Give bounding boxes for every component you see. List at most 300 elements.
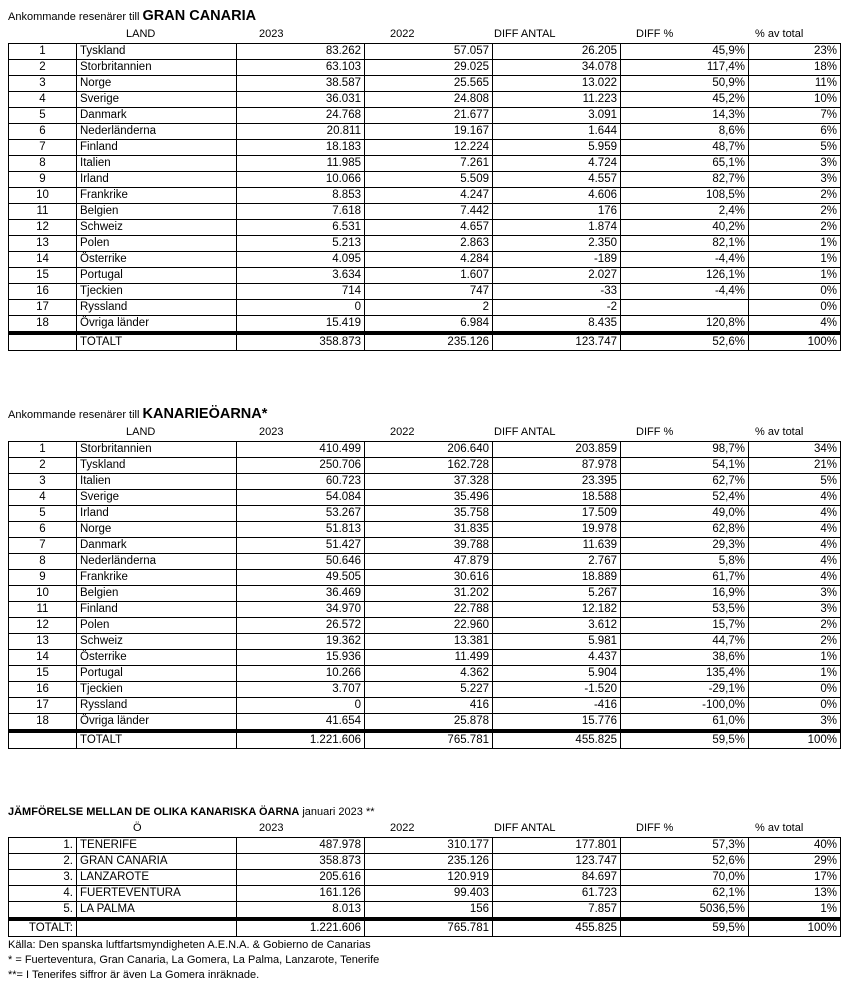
cmp-cell-val-2022: 120.919 <box>365 870 493 886</box>
ka-cell-diff-pct: 59,5% <box>621 731 749 749</box>
ka-cell-diff-pct: 16,9% <box>621 586 749 602</box>
ka-cell-val-2023: 51.813 <box>237 522 365 538</box>
ka-cell-pct-total: 1% <box>749 666 841 682</box>
ka-cell-diff-antal: -416 <box>493 698 621 714</box>
ka-cell-pct-total: 4% <box>749 538 841 554</box>
ka-cell-diff-antal: 23.395 <box>493 474 621 490</box>
ka-cell-diff-pct: 62,8% <box>621 522 749 538</box>
gc-cell-val-2023: 36.031 <box>237 92 365 108</box>
ka-cell-val-2022: 39.788 <box>365 538 493 554</box>
cmp-total-row <box>9 919 841 937</box>
ka-cell-rank: 16 <box>9 682 77 698</box>
gc-table-row <box>9 44 841 60</box>
ka-cell-val-2023: 1.221.606 <box>237 731 365 749</box>
ka-cell-rank: 12 <box>9 618 77 634</box>
gc-cell-diff-antal: -33 <box>493 284 621 300</box>
gc-cell-val-2023: 38.587 <box>237 76 365 92</box>
ka-table-row <box>9 458 841 474</box>
gc-cell-diff-pct: 40,2% <box>621 220 749 236</box>
gc-cell-diff-pct: 117,4% <box>621 60 749 76</box>
ka-cell-val-2022: 31.835 <box>365 522 493 538</box>
gc-cell-diff-antal: 3.091 <box>493 108 621 124</box>
col-diff-antal: DIFF ANTAL <box>494 426 556 438</box>
col-2022: 2022 <box>390 426 415 438</box>
ka-table-row <box>9 474 841 490</box>
gc-cell-name: Österrike <box>77 252 237 268</box>
ka-cell-name: Övriga länder <box>77 714 237 732</box>
ka-cell-diff-pct: 135,4% <box>621 666 749 682</box>
gc-cell-diff-pct: -4,4% <box>621 284 749 300</box>
ka-cell-diff-pct: 38,6% <box>621 650 749 666</box>
gc-cell-diff-pct: 14,3% <box>621 108 749 124</box>
cmp-cell-val-2022: 235.126 <box>365 854 493 870</box>
ka-cell-val-2022: 162.728 <box>365 458 493 474</box>
ka-cell-val-2022: 37.328 <box>365 474 493 490</box>
gc-cell-diff-antal: -2 <box>493 300 621 316</box>
gc-cell-rank: 4 <box>9 92 77 108</box>
ka-table-row <box>9 618 841 634</box>
ka-cell-name: Polen <box>77 618 237 634</box>
gc-cell-val-2022: 57.057 <box>365 44 493 60</box>
ka-cell-rank: 13 <box>9 634 77 650</box>
ka-cell-val-2022: 35.496 <box>365 490 493 506</box>
gc-cell-val-2022: 235.126 <box>365 333 493 351</box>
ka-cell-name: Schweiz <box>77 634 237 650</box>
gc-cell-name: Schweiz <box>77 220 237 236</box>
ka-cell-name: Italien <box>77 474 237 490</box>
ka-cell-pct-total: 4% <box>749 570 841 586</box>
gc-cell-diff-pct: 2,4% <box>621 204 749 220</box>
ka-table-row <box>9 698 841 714</box>
gc-title-main: GRAN CANARIA <box>142 8 257 24</box>
gc-cell-diff-antal: 11.223 <box>493 92 621 108</box>
ka-cell-rank: 17 <box>9 698 77 714</box>
cmp-cell-rank: 4. <box>9 886 77 902</box>
ka-cell-val-2022: 22.788 <box>365 602 493 618</box>
ka-cell-name: Tjeckien <box>77 682 237 698</box>
gc-cell-val-2022: 7.261 <box>365 156 493 172</box>
gc-cell-pct-total: 5% <box>749 140 841 156</box>
ka-table-row <box>9 602 841 618</box>
gc-cell-val-2023: 714 <box>237 284 365 300</box>
gc-cell-name: Sverige <box>77 92 237 108</box>
gc-cell-val-2022: 29.025 <box>365 60 493 76</box>
ka-cell-pct-total: 4% <box>749 506 841 522</box>
cmp-cell-diff-antal: 61.723 <box>493 886 621 902</box>
ka-cell-pct-total: 3% <box>749 714 841 732</box>
cmp-cell-diff-pct: 57,3% <box>621 838 749 854</box>
gc-cell-diff-pct: 50,9% <box>621 76 749 92</box>
ka-table-row <box>9 586 841 602</box>
gc-cell-rank: 18 <box>9 316 77 334</box>
ka-title <box>8 406 267 422</box>
gc-table-row <box>9 76 841 92</box>
cmp-cell-name: LANZAROTE <box>77 870 237 886</box>
ka-cell-diff-antal: 3.612 <box>493 618 621 634</box>
ka-table-row <box>9 570 841 586</box>
gc-table-row <box>9 316 841 334</box>
cmp-table-row <box>9 854 841 870</box>
gc-cell-pct-total: 3% <box>749 172 841 188</box>
cmp-cell-name: GRAN CANARIA <box>77 854 237 870</box>
ka-cell-diff-antal: 11.639 <box>493 538 621 554</box>
ka-cell-rank: 11 <box>9 602 77 618</box>
ka-cell-diff-antal: 19.978 <box>493 522 621 538</box>
ka-cell-diff-antal: 15.776 <box>493 714 621 732</box>
col-pct-total: % av total <box>755 426 804 438</box>
gc-cell-val-2022: 1.607 <box>365 268 493 284</box>
gc-cell-name: Irland <box>77 172 237 188</box>
footnote-double-asterisk: **= I Tenerifes siffror är även La Gomera inräknade. <box>8 969 260 981</box>
gc-cell-pct-total: 6% <box>749 124 841 140</box>
cmp-cell-val-2023: 487.978 <box>237 838 365 854</box>
ka-cell-val-2023: 54.084 <box>237 490 365 506</box>
cmp-cell-val-2022: 99.403 <box>365 886 493 902</box>
ka-cell-diff-antal: 18.889 <box>493 570 621 586</box>
gc-cell-val-2023: 7.618 <box>237 204 365 220</box>
gc-cell-rank: 13 <box>9 236 77 252</box>
ka-cell-diff-antal: 12.182 <box>493 602 621 618</box>
ka-cell-val-2023: 19.362 <box>237 634 365 650</box>
gc-cell-val-2023: 10.066 <box>237 172 365 188</box>
cmp-cell-diff-antal: 455.825 <box>493 919 621 937</box>
gc-cell-val-2022: 2.863 <box>365 236 493 252</box>
gc-cell-val-2022: 4.657 <box>365 220 493 236</box>
cmp-cell-rank: 5. <box>9 902 77 920</box>
gc-cell-name: Ryssland <box>77 300 237 316</box>
cmp-cell-pct-total: 13% <box>749 886 841 902</box>
ka-cell-name: Finland <box>77 602 237 618</box>
ka-cell-diff-pct: 61,0% <box>621 714 749 732</box>
gc-cell-rank: 8 <box>9 156 77 172</box>
gc-table-row <box>9 108 841 124</box>
ka-cell-diff-pct: 49,0% <box>621 506 749 522</box>
col-diff-antal: DIFF ANTAL <box>494 28 556 40</box>
cmp-cell-pct-total: 40% <box>749 838 841 854</box>
ka-cell-pct-total: 100% <box>749 731 841 749</box>
ka-cell-diff-antal: 203.859 <box>493 442 621 458</box>
gc-cell-pct-total: 4% <box>749 316 841 334</box>
gc-cell-pct-total: 2% <box>749 220 841 236</box>
ka-cell-val-2022: 4.362 <box>365 666 493 682</box>
cmp-cell-pct-total: 100% <box>749 919 841 937</box>
gc-cell-val-2023: 24.768 <box>237 108 365 124</box>
gc-table-row <box>9 236 841 252</box>
ka-cell-val-2023: 36.469 <box>237 586 365 602</box>
gc-cell-pct-total: 1% <box>749 252 841 268</box>
ka-cell-val-2023: 10.266 <box>237 666 365 682</box>
cmp-cell-pct-total: 29% <box>749 854 841 870</box>
ka-cell-diff-pct: 53,5% <box>621 602 749 618</box>
cmp-cell-val-2023: 8.013 <box>237 902 365 920</box>
gc-cell-name: Finland <box>77 140 237 156</box>
ka-cell-diff-antal: -1.520 <box>493 682 621 698</box>
gc-cell-diff-antal: 13.022 <box>493 76 621 92</box>
gc-cell-rank: 15 <box>9 268 77 284</box>
ka-cell-rank: 7 <box>9 538 77 554</box>
ka-cell-diff-antal: 4.437 <box>493 650 621 666</box>
gc-cell-rank <box>9 333 77 351</box>
gc-cell-name: Övriga länder <box>77 316 237 334</box>
gc-cell-name: Tyskland <box>77 44 237 60</box>
ka-table-row <box>9 538 841 554</box>
ka-cell-pct-total: 1% <box>749 650 841 666</box>
gc-cell-val-2022: 12.224 <box>365 140 493 156</box>
ka-cell-name: Irland <box>77 506 237 522</box>
ka-table-row <box>9 682 841 698</box>
gc-cell-pct-total: 3% <box>749 156 841 172</box>
ka-cell-val-2023: 41.654 <box>237 714 365 732</box>
gc-cell-diff-pct: 45,9% <box>621 44 749 60</box>
gc-cell-pct-total: 100% <box>749 333 841 351</box>
gc-table-row <box>9 188 841 204</box>
cmp-cell-diff-pct: 52,6% <box>621 854 749 870</box>
ka-cell-diff-antal: 455.825 <box>493 731 621 749</box>
col-diff-pct: DIFF % <box>636 822 674 834</box>
gc-cell-rank: 12 <box>9 220 77 236</box>
ka-cell-val-2023: 26.572 <box>237 618 365 634</box>
gc-cell-name: Polen <box>77 236 237 252</box>
gc-cell-rank: 11 <box>9 204 77 220</box>
gc-cell-name: Tjeckien <box>77 284 237 300</box>
gc-cell-diff-antal: 34.078 <box>493 60 621 76</box>
gc-cell-diff-antal: 2.027 <box>493 268 621 284</box>
ka-cell-val-2023: 15.936 <box>237 650 365 666</box>
gc-cell-pct-total: 7% <box>749 108 841 124</box>
gc-cell-pct-total: 0% <box>749 284 841 300</box>
cmp-cell-val-2023: 161.126 <box>237 886 365 902</box>
ka-cell-pct-total: 0% <box>749 698 841 714</box>
gc-table-row <box>9 140 841 156</box>
col-pct-total: % av total <box>755 28 804 40</box>
ka-cell-rank: 18 <box>9 714 77 732</box>
gc-cell-val-2023: 18.183 <box>237 140 365 156</box>
ka-cell-val-2022: 47.879 <box>365 554 493 570</box>
gc-cell-pct-total: 18% <box>749 60 841 76</box>
gc-column-header <box>8 28 840 42</box>
col-2022: 2022 <box>390 28 415 40</box>
ka-cell-name: Österrike <box>77 650 237 666</box>
ka-table-row <box>9 714 841 732</box>
gc-cell-val-2023: 11.985 <box>237 156 365 172</box>
ka-table <box>8 441 841 749</box>
cmp-table-row <box>9 886 841 902</box>
col-diff-pct: DIFF % <box>636 28 674 40</box>
ka-cell-val-2023: 51.427 <box>237 538 365 554</box>
ka-cell-rank: 5 <box>9 506 77 522</box>
ka-cell-rank: 15 <box>9 666 77 682</box>
gc-cell-name: Italien <box>77 156 237 172</box>
gc-cell-diff-pct: 120,8% <box>621 316 749 334</box>
gc-cell-diff-antal: 8.435 <box>493 316 621 334</box>
cmp-cell-val-2023: 205.616 <box>237 870 365 886</box>
ka-cell-val-2023: 50.646 <box>237 554 365 570</box>
ka-cell-pct-total: 4% <box>749 490 841 506</box>
gc-cell-name: Norge <box>77 76 237 92</box>
gc-cell-rank: 17 <box>9 300 77 316</box>
ka-cell-pct-total: 2% <box>749 634 841 650</box>
cmp-cell-name: FUERTEVENTURA <box>77 886 237 902</box>
ka-cell-pct-total: 3% <box>749 602 841 618</box>
gc-table-row <box>9 268 841 284</box>
ka-cell-diff-pct: 15,7% <box>621 618 749 634</box>
ka-cell-pct-total: 2% <box>749 618 841 634</box>
gc-table-row <box>9 92 841 108</box>
gc-cell-diff-antal: 2.350 <box>493 236 621 252</box>
ka-cell-diff-antal: 5.981 <box>493 634 621 650</box>
cmp-cell-diff-pct: 62,1% <box>621 886 749 902</box>
gc-cell-pct-total: 23% <box>749 44 841 60</box>
ka-cell-pct-total: 4% <box>749 554 841 570</box>
gc-cell-diff-pct: 8,6% <box>621 124 749 140</box>
ka-cell-pct-total: 34% <box>749 442 841 458</box>
gc-cell-val-2022: 2 <box>365 300 493 316</box>
gc-table-row <box>9 124 841 140</box>
gc-cell-diff-pct: 126,1% <box>621 268 749 284</box>
cmp-cell-pct-total: 17% <box>749 870 841 886</box>
gc-title <box>8 8 256 24</box>
cmp-cell-name <box>77 919 237 937</box>
gc-cell-diff-pct: 82,1% <box>621 236 749 252</box>
ka-cell-name: Storbritannien <box>77 442 237 458</box>
gc-cell-name: TOTALT <box>77 333 237 351</box>
ka-cell-diff-antal: 87.978 <box>493 458 621 474</box>
gc-cell-rank: 5 <box>9 108 77 124</box>
col-land: LAND <box>126 426 156 438</box>
gc-cell-val-2022: 747 <box>365 284 493 300</box>
gc-cell-val-2023: 83.262 <box>237 44 365 60</box>
ka-cell-diff-pct: -29,1% <box>621 682 749 698</box>
ka-cell-pct-total: 21% <box>749 458 841 474</box>
ka-cell-diff-pct: 29,3% <box>621 538 749 554</box>
ka-cell-diff-pct: 5,8% <box>621 554 749 570</box>
gc-cell-rank: 1 <box>9 44 77 60</box>
ka-cell-name: Danmark <box>77 538 237 554</box>
gc-cell-val-2022: 21.677 <box>365 108 493 124</box>
gc-cell-pct-total: 1% <box>749 268 841 284</box>
gc-table-row <box>9 60 841 76</box>
col-land: LAND <box>126 28 156 40</box>
gc-cell-val-2022: 5.509 <box>365 172 493 188</box>
col-pct-total: % av total <box>755 822 804 834</box>
ka-cell-val-2022: 25.878 <box>365 714 493 732</box>
ka-cell-rank <box>9 731 77 749</box>
ka-cell-diff-antal: 5.904 <box>493 666 621 682</box>
ka-cell-diff-antal: 5.267 <box>493 586 621 602</box>
col-diff-antal: DIFF ANTAL <box>494 822 556 834</box>
cmp-title-suffix: januari 2023 ** <box>302 806 375 818</box>
ka-cell-val-2022: 416 <box>365 698 493 714</box>
ka-table-row <box>9 506 841 522</box>
cmp-cell-val-2023: 358.873 <box>237 854 365 870</box>
gc-total-row <box>9 333 841 351</box>
ka-title-main: KANARIEÖARNA* <box>142 406 268 422</box>
gc-cell-diff-antal: 4.557 <box>493 172 621 188</box>
footer <box>8 938 379 983</box>
ka-table-row <box>9 442 841 458</box>
ka-cell-name: Belgien <box>77 586 237 602</box>
cmp-cell-name: LA PALMA <box>77 902 237 920</box>
ka-cell-rank: 1 <box>9 442 77 458</box>
cmp-cell-diff-pct: 70,0% <box>621 870 749 886</box>
ka-cell-diff-pct: 44,7% <box>621 634 749 650</box>
cmp-cell-diff-antal: 177.801 <box>493 838 621 854</box>
gc-cell-rank: 6 <box>9 124 77 140</box>
footnote-asterisk: * = Fuerteventura, Gran Canaria, La Gomera, La Palma, Lanzarote, Tenerife <box>8 954 380 966</box>
ka-cell-diff-pct: 62,7% <box>621 474 749 490</box>
ka-table-row <box>9 634 841 650</box>
gc-cell-name: Portugal <box>77 268 237 284</box>
cmp-title <box>8 806 375 818</box>
gc-cell-diff-antal: 1.874 <box>493 220 621 236</box>
gc-title-prefix: Ankommande resenärer till <box>8 11 140 23</box>
cmp-cell-rank: 1. <box>9 838 77 854</box>
col-2022: 2022 <box>390 822 415 834</box>
ka-cell-val-2023: 60.723 <box>237 474 365 490</box>
ka-cell-diff-pct: -100,0% <box>621 698 749 714</box>
gc-cell-diff-antal: 26.205 <box>493 44 621 60</box>
gc-cell-pct-total: 1% <box>749 236 841 252</box>
cmp-cell-val-2022: 765.781 <box>365 919 493 937</box>
gc-cell-diff-antal: 4.724 <box>493 156 621 172</box>
gc-table-row <box>9 284 841 300</box>
col-2023: 2023 <box>259 426 284 438</box>
ka-cell-pct-total: 4% <box>749 522 841 538</box>
gc-cell-diff-antal: 176 <box>493 204 621 220</box>
gc-table-row <box>9 220 841 236</box>
ka-column-header <box>8 426 840 440</box>
ka-cell-name: Nederländerna <box>77 554 237 570</box>
gc-cell-val-2023: 15.419 <box>237 316 365 334</box>
cmp-cell-name: TENERIFE <box>77 838 237 854</box>
gc-cell-pct-total: 10% <box>749 92 841 108</box>
gc-cell-diff-pct: 45,2% <box>621 92 749 108</box>
ka-cell-val-2022: 206.640 <box>365 442 493 458</box>
cmp-cell-diff-pct: 5036,5% <box>621 902 749 920</box>
cmp-cell-diff-antal: 123.747 <box>493 854 621 870</box>
ka-table-row <box>9 490 841 506</box>
gc-cell-diff-antal: 5.959 <box>493 140 621 156</box>
gc-cell-name: Belgien <box>77 204 237 220</box>
gc-cell-rank: 3 <box>9 76 77 92</box>
ka-cell-name: Tyskland <box>77 458 237 474</box>
cmp-cell-rank: 3. <box>9 870 77 886</box>
ka-cell-name: Portugal <box>77 666 237 682</box>
ka-cell-name: TOTALT <box>77 731 237 749</box>
col-2023: 2023 <box>259 822 284 834</box>
gc-cell-val-2022: 7.442 <box>365 204 493 220</box>
gc-table <box>8 43 841 351</box>
gc-table-row <box>9 300 841 316</box>
cmp-cell-rank: TOTALT: <box>9 919 77 937</box>
ka-cell-rank: 3 <box>9 474 77 490</box>
cmp-table-row <box>9 870 841 886</box>
col-o: Ö <box>133 822 142 834</box>
cmp-table-row <box>9 838 841 854</box>
gc-cell-diff-pct: -4,4% <box>621 252 749 268</box>
gc-cell-val-2023: 20.811 <box>237 124 365 140</box>
gc-cell-pct-total: 0% <box>749 300 841 316</box>
gc-cell-diff-antal: -189 <box>493 252 621 268</box>
ka-cell-rank: 10 <box>9 586 77 602</box>
cmp-table <box>8 837 841 937</box>
gc-cell-diff-pct: 48,7% <box>621 140 749 156</box>
gc-cell-name: Storbritannien <box>77 60 237 76</box>
gc-table-row <box>9 156 841 172</box>
ka-cell-pct-total: 5% <box>749 474 841 490</box>
ka-cell-rank: 14 <box>9 650 77 666</box>
ka-cell-pct-total: 3% <box>749 586 841 602</box>
